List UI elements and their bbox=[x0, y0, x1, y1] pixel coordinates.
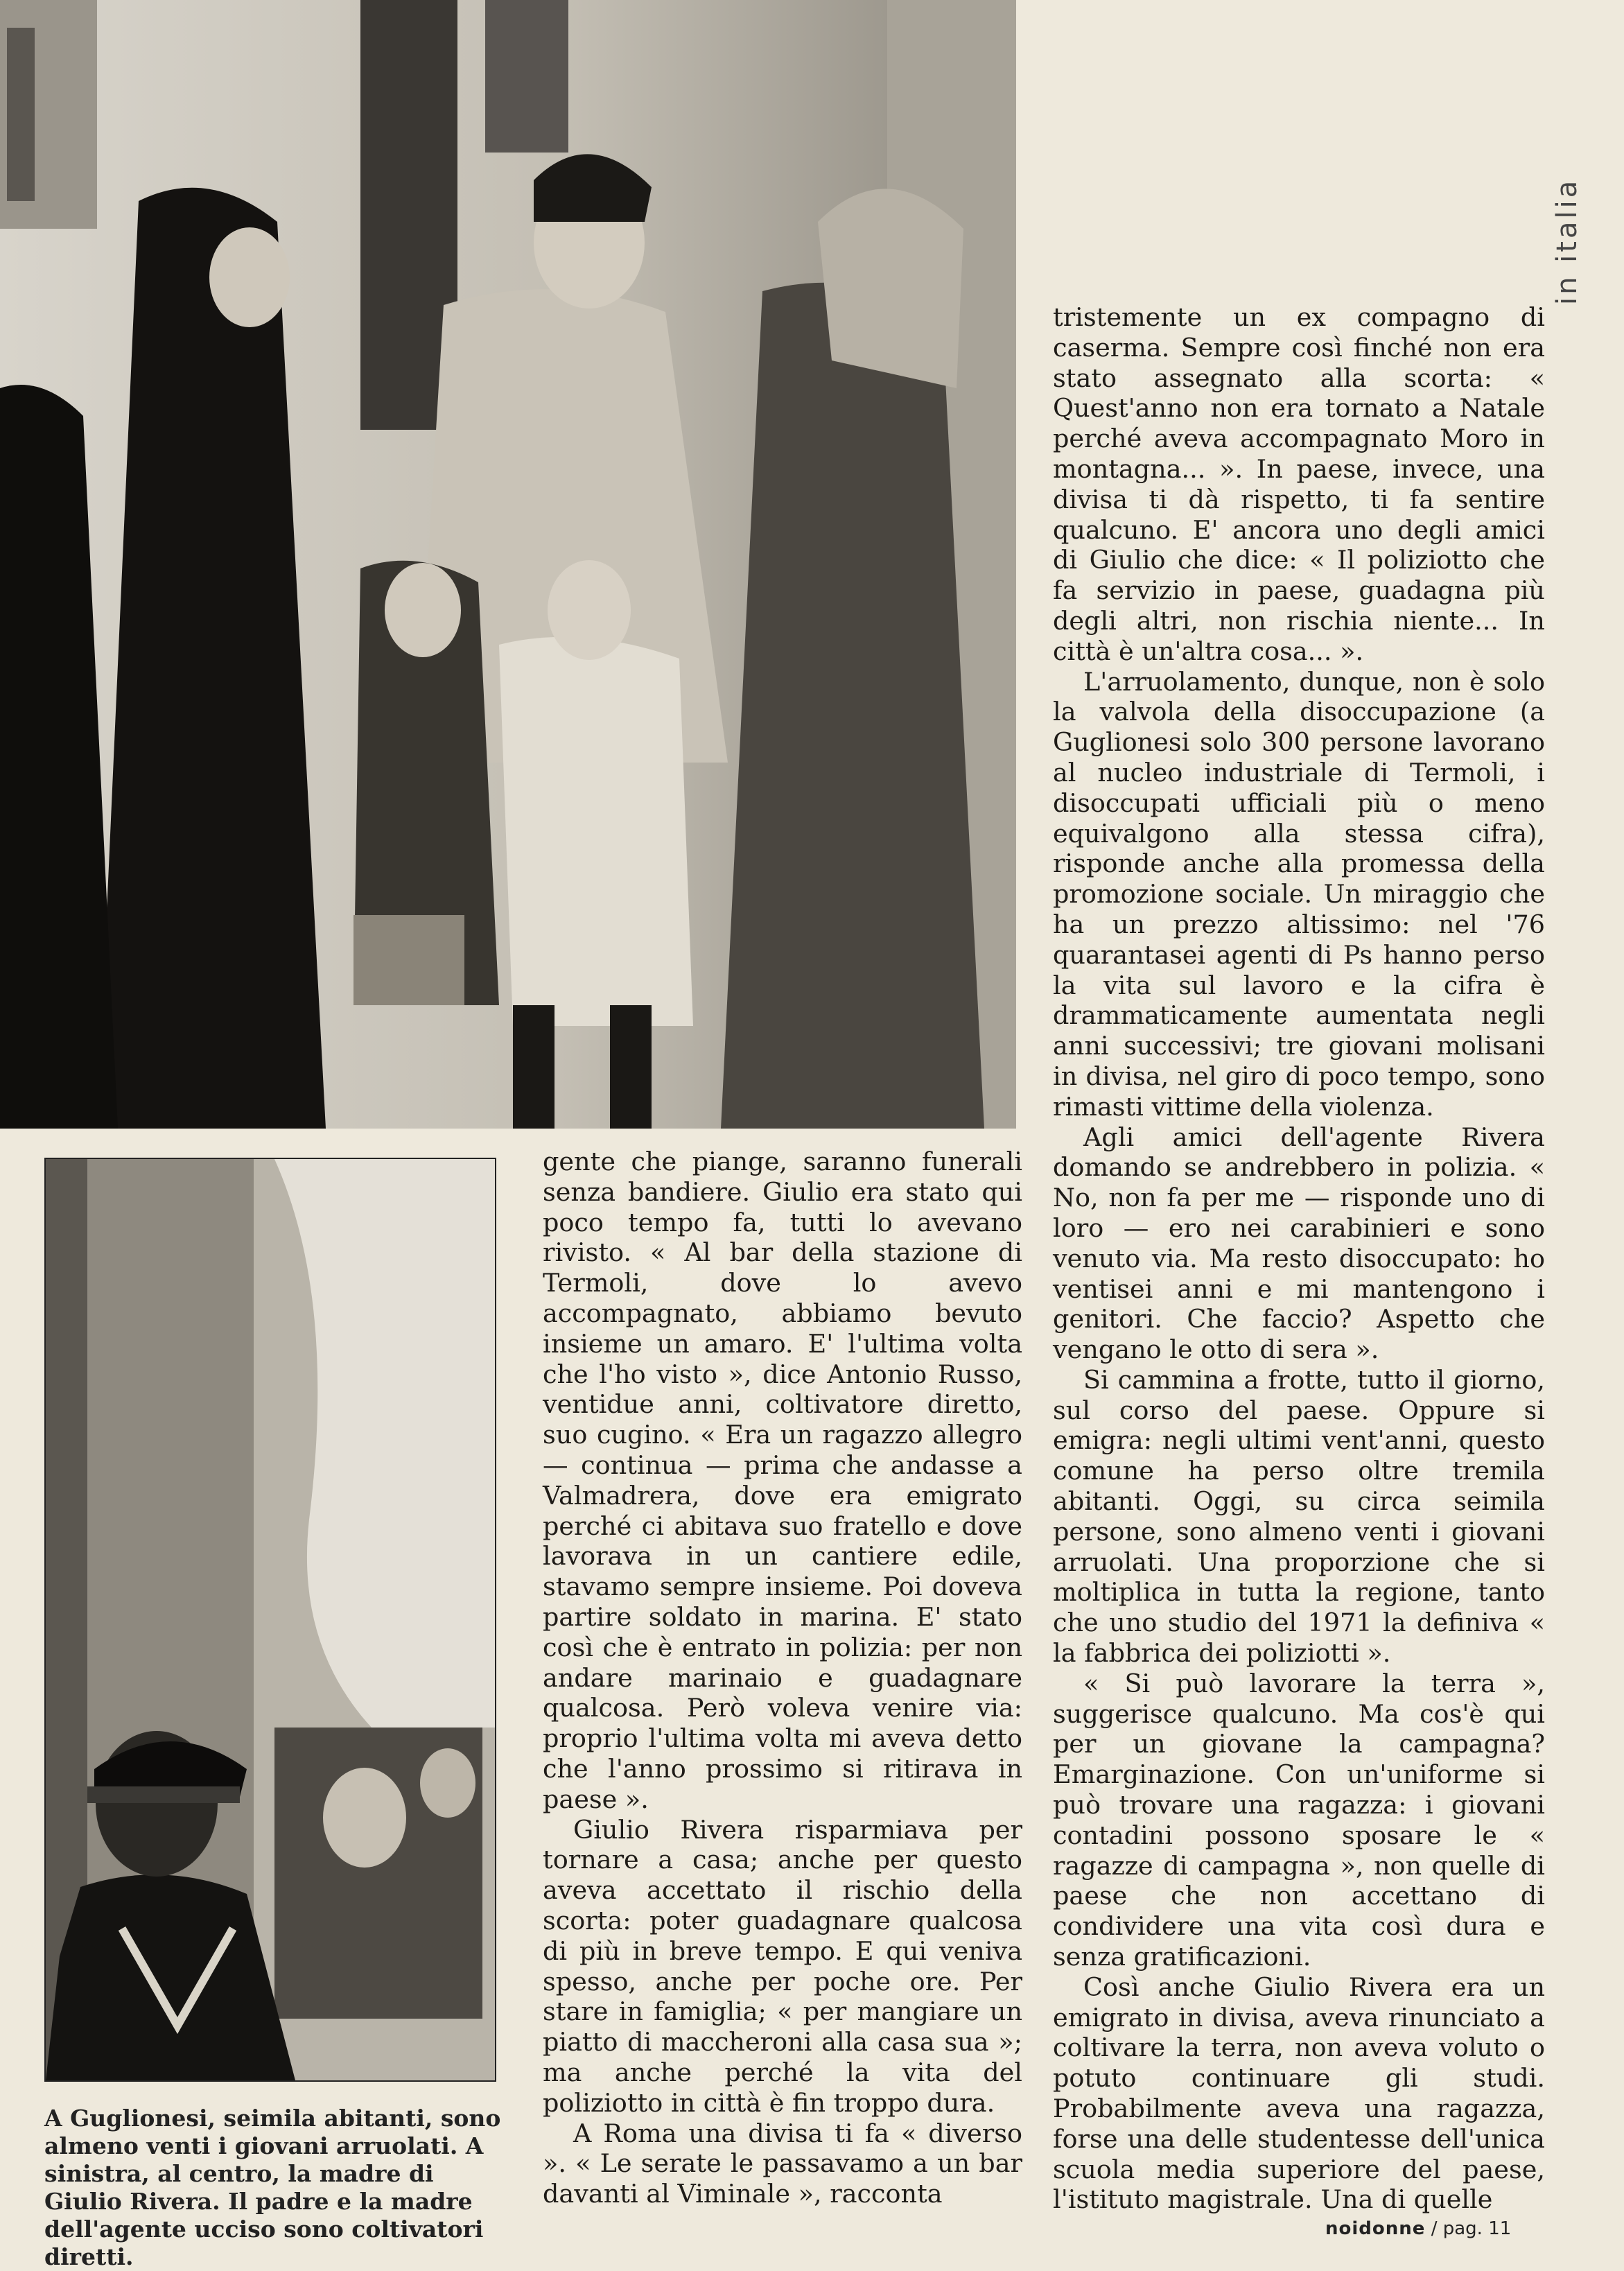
photo-village-women-image bbox=[0, 0, 1016, 1129]
photo-caption: A Guglionesi, seimila abitanti, sono almeno venti i giovani arruolati. A sinistra, al centro, la madre di Giulio Rivera. Il padre e la madre dell'agente ucciso sono coltivatori diretti. bbox=[44, 2105, 501, 2270]
article-paragraph: L'arruolamento, dunque, non è solo la valvola della disoccupazione (a Guglionesi solo 300 persone lavorano al nucleo industriale di Termoli, i disoccupati ufficiali più o meno equivalgono alla stessa cifra), risponde anche alla promessa della promozione sociale. Un miraggio che ha un prezzo altissimo: nel '76 quarantasei agenti di Ps hanno perso la vita sul lavoro e la cifra è drammaticamente aumentata negli anni successivi; tre giovani molisani in divisa, nel giro di poco tempo, sono rimasti vittime della violenza. bbox=[1053, 666, 1545, 1122]
article-column-middle bbox=[543, 1147, 1022, 2209]
article-paragraph: Agli amici dell'agente Rivera domando se andrebbero in polizia. « No, non fa per me — risponde uno di loro — ero nei carabinieri e sono venuto via. Ma resto disoccupato: ho ventisei anni e mi mantengono i genitori. Che faccio? Aspetto che vengano le otto di sera ». bbox=[1053, 1122, 1545, 1365]
article-paragraph: gente che piange, saranno funerali senza bandiere. Giulio era stato qui poco tempo fa, tutti lo avevano rivisto. « Al bar della stazione di Termoli, dove lo avevo accompagnato, abbiamo bevuto insieme un amaro. E' l'ultima volta che l'ho visto », dice Antonio Russo, ventidue anni, coltivatore diretto, suo cugino. « Era un ragazzo allegro — continua — prima che andasse a Valmadrera, dove era emigrato perché ci abitava suo fratello e dove lavorava in un cantiere edile, stavamo sempre insieme. Poi doveva partire soldato in marina. E' stato così che è entrato in polizia: per non andare marinaio e guadagnare qualcosa. Però voleva venire via: proprio l'ultima volta mi aveva detto che l'anno prossimo si ritirava in paese ». bbox=[543, 1147, 1022, 1814]
section-label: in italia bbox=[1551, 177, 1583, 305]
photo-agent-window bbox=[44, 1158, 496, 2082]
article-paragraph: Così anche Giulio Rivera era un emigrato in divisa, aveva rinunciato a coltivare la terra, non aveva voluto o potuto continuare gli studi. Probabilmente aveva una ragazza, forse una delle studentesse dell'unica scuola media superiore del paese, l'istituto magistrale. Una di quelle bbox=[1053, 1972, 1545, 2215]
article-column-right bbox=[1053, 302, 1545, 2215]
page-number: pag. 11 bbox=[1442, 2218, 1512, 2239]
magazine-name: noidonne bbox=[1325, 2218, 1426, 2239]
article-paragraph: Si cammina a frotte, tutto il giorno, sul corso del paese. Oppure si emigra: negli ultimi vent'anni, questo comune ha perso oltre tremila abitanti. Oggi, su circa seimila persone, sono almeno venti i giovani arruolati. Una proporzione che si moltiplica in tutta la regione, tanto che uno studio del 1971 la definiva « la fabbrica dei poliziotti ». bbox=[1053, 1364, 1545, 1669]
article-paragraph: A Roma una divisa ti fa « diverso ». « Le serate le passavamo a un bar davanti al Viminale », racconta bbox=[543, 2118, 1022, 2209]
footer-separator: / bbox=[1431, 2218, 1438, 2239]
article-paragraph: tristemente un ex compagno di caserma. Sempre così finché non era stato assegnato alla scorta: « Quest'anno non era tornato a Natale perché aveva accompagnato Moro in montagna... ». In paese, invece, una divisa ti dà rispetto, ti fa sentire qualcuno. E' ancora uno degli amici di Giulio che dice: « Il poliziotto che fa servizio in paese, guadagna più degli altri, non rischia niente... In città è un'altra cosa... ». bbox=[1053, 302, 1545, 666]
photo-village-women bbox=[0, 0, 1016, 1129]
article-paragraph: « Si può lavorare la terra », suggerisce qualcuno. Ma cos'è qui per un giovane la campagna? Emarginazione. Con un'uniforme si può trovare una ragazza: i giovani contadini possono sposare le « ragazze di campagna », non quelle di paese che non accettano di condividere una vita così dura e senza gratificazioni. bbox=[1053, 1668, 1545, 1972]
photo-agent-window-image bbox=[46, 1159, 495, 2080]
article-paragraph: Giulio Rivera risparmiava per tornare a casa; anche per questo aveva accettato il rischio della scorta: poter guadagnare qualcosa di più in breve tempo. E qui veniva spesso, anche per poche ore. Per stare in famiglia; « per mangiare un piatto di maccheroni alla casa sua »; ma anche perché la vita del poliziotto in città è fin troppo dura. bbox=[543, 1814, 1022, 2118]
page-footer bbox=[1325, 2218, 1511, 2239]
